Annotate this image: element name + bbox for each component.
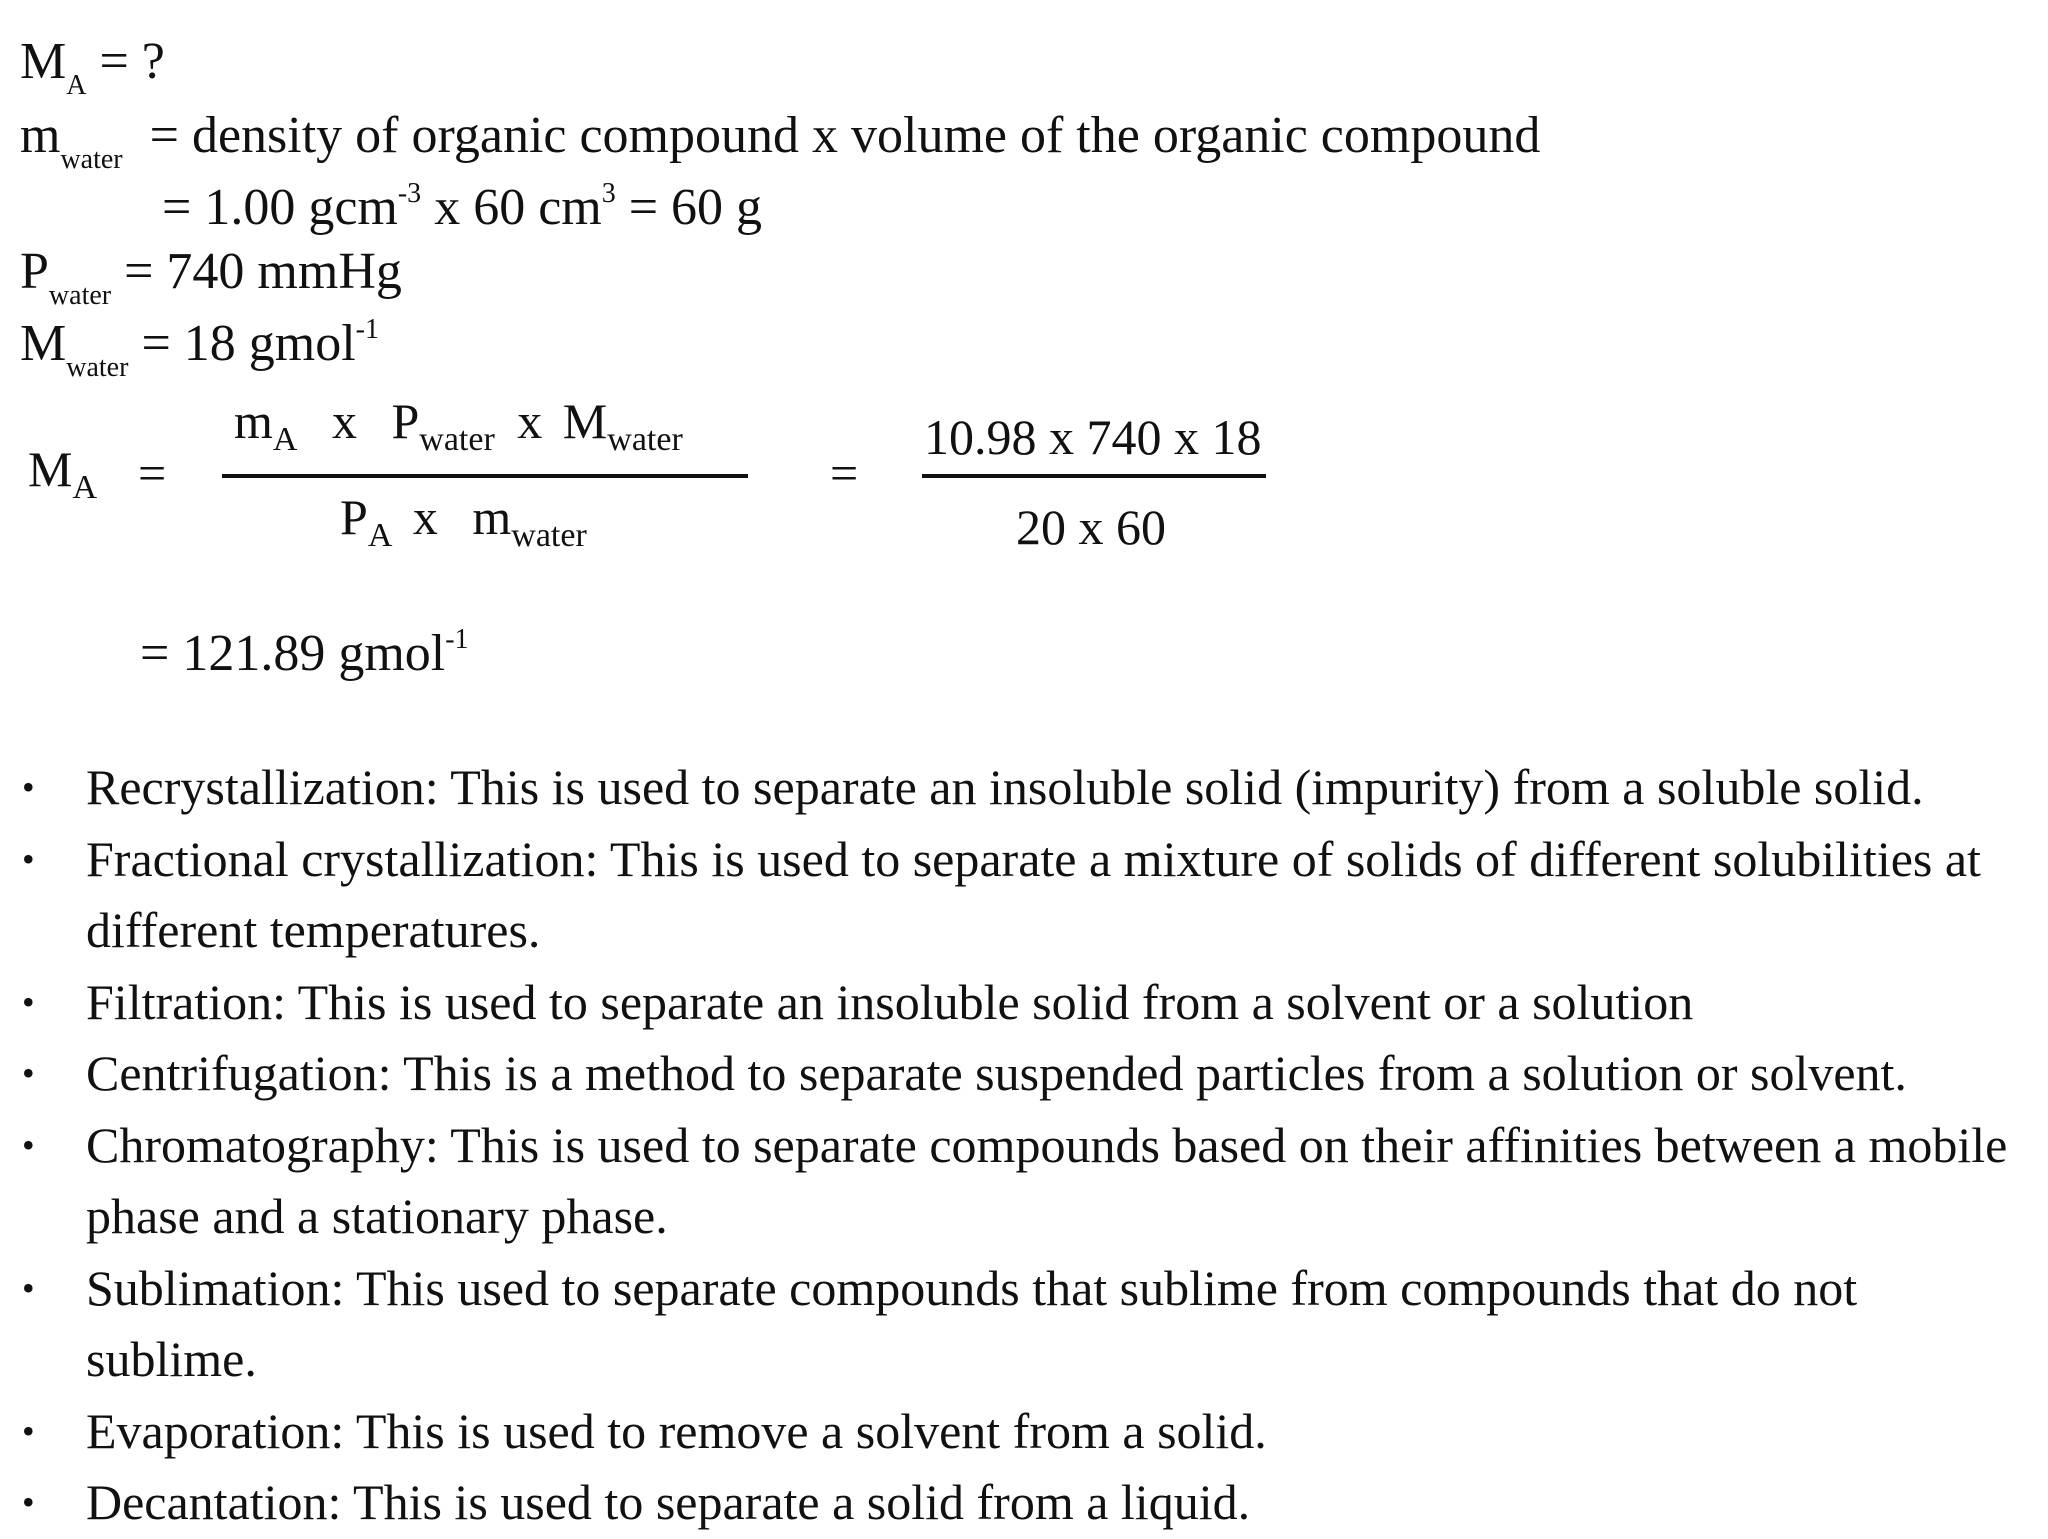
bullet-marker: • [22, 1124, 35, 1165]
pwater-subscript: water [48, 280, 112, 311]
Mwater-symbol: M [20, 315, 67, 372]
given-pwater-line [20, 243, 402, 311]
num-m-subscript: A [272, 421, 298, 458]
lhs-subscript: A [72, 469, 98, 506]
list-item [22, 824, 2032, 967]
den-p-symbol: P [340, 489, 368, 545]
list-item-text: Centrifugation: This is a method to separate suspended particles from a solution or solvent. [86, 1045, 1907, 1101]
ma-subscript: A [66, 70, 87, 101]
list-item-text: Evaporation: This is used to remove a solvent from a solid. [86, 1402, 1267, 1459]
num-M-subscript: water [607, 421, 683, 458]
list-item-text: Recrystallization: This is used to separate an insoluble solid (impurity) from a soluble solid. [86, 759, 1924, 815]
lhs-symbol: M [28, 441, 73, 497]
list-item-text: Filtration: This is used to separate an insoluble solid from a solvent or a solution [86, 973, 1694, 1030]
bullet-marker: • [22, 1053, 35, 1093]
equation-result [140, 624, 469, 682]
list-item-text: Chromatography: This is used to separate compounds based on their affinities between a mobile phase and a stationary phase. [86, 1116, 2008, 1244]
bullet-marker: • [22, 981, 35, 1022]
given-ma-line [20, 33, 165, 101]
list-item [22, 1396, 2032, 1468]
equals-sign-2: = [830, 445, 859, 501]
bullet-marker: • [22, 838, 35, 879]
bullet-marker: • [22, 1267, 35, 1308]
mwater-subscript: water [60, 144, 123, 175]
list-item-text: Sublimation: This used to separate compounds that sublime from compounds that do not sublime. [86, 1259, 1858, 1387]
den-m-symbol: m [472, 489, 512, 545]
list-item-text: Decantation: This is used to separate a solid from a liquid. [86, 1474, 1251, 1530]
mwater-calc-part3: = 60 g [615, 179, 763, 236]
ma-symbol: M [20, 33, 67, 90]
bullet-marker: • [22, 767, 35, 807]
num-p-subscript: water [419, 421, 495, 458]
num-times-1: x [331, 393, 357, 449]
bullet-marker: • [22, 1482, 35, 1522]
mwater-calculation-line [162, 178, 763, 236]
mwater-calc-exponent1: -3 [397, 178, 422, 209]
bullet-marker: • [22, 1410, 35, 1451]
den-p-subscript: A [367, 517, 393, 554]
num-p-symbol: P [391, 393, 420, 449]
mwater-calc-exponent2: 3 [601, 178, 616, 209]
list-item [22, 967, 2032, 1039]
fraction1-numerator [234, 393, 683, 458]
num-M-symbol: M [562, 393, 608, 449]
result-exponent: -1 [445, 624, 469, 655]
Mwater-subscript: water [66, 352, 129, 383]
given-Mwater-line [20, 314, 379, 383]
den-times: x [412, 489, 438, 545]
list-item [22, 1110, 2032, 1253]
fraction1-denominator [340, 489, 587, 554]
ma-value: = ? [99, 33, 165, 90]
given-mwater-line [20, 107, 1541, 175]
equation-lhs [28, 441, 98, 506]
num-m-symbol: m [234, 393, 273, 449]
separation-methods-list [22, 752, 2032, 1539]
mwater-definition: = density of organic compound x volume of the organic compound [149, 107, 1541, 164]
Mwater-exponent: -1 [355, 314, 379, 345]
list-item-text: Fractional crystallization: This is used to separate a mixture of solids of different solubilities at different temperatures. [86, 830, 1981, 958]
mwater-calc-part1: = 1.00 gcm [162, 179, 398, 236]
den-m-subscript: water [511, 517, 587, 554]
fraction2-numerator: 10.98 x 740 x 18 [924, 409, 1262, 465]
result-value: = 121.89 gmol [140, 625, 446, 682]
fraction2-denominator: 20 x 60 [1016, 499, 1166, 555]
list-item [22, 1467, 2032, 1539]
pwater-value: = 740 mmHg [124, 243, 402, 300]
list-item [22, 1253, 2032, 1396]
mwater-symbol: m [20, 107, 61, 164]
list-item [22, 1038, 2032, 1110]
fraction-bar-1 [222, 474, 748, 478]
list-item [22, 752, 2032, 824]
num-times-2: x [517, 393, 543, 449]
fraction-bar-2 [922, 474, 1266, 478]
Mwater-value: = 18 gmol [141, 315, 356, 372]
equals-sign-1: = [138, 445, 167, 501]
pwater-symbol: P [20, 243, 49, 300]
mwater-calc-part2: x 60 cm [421, 179, 602, 236]
